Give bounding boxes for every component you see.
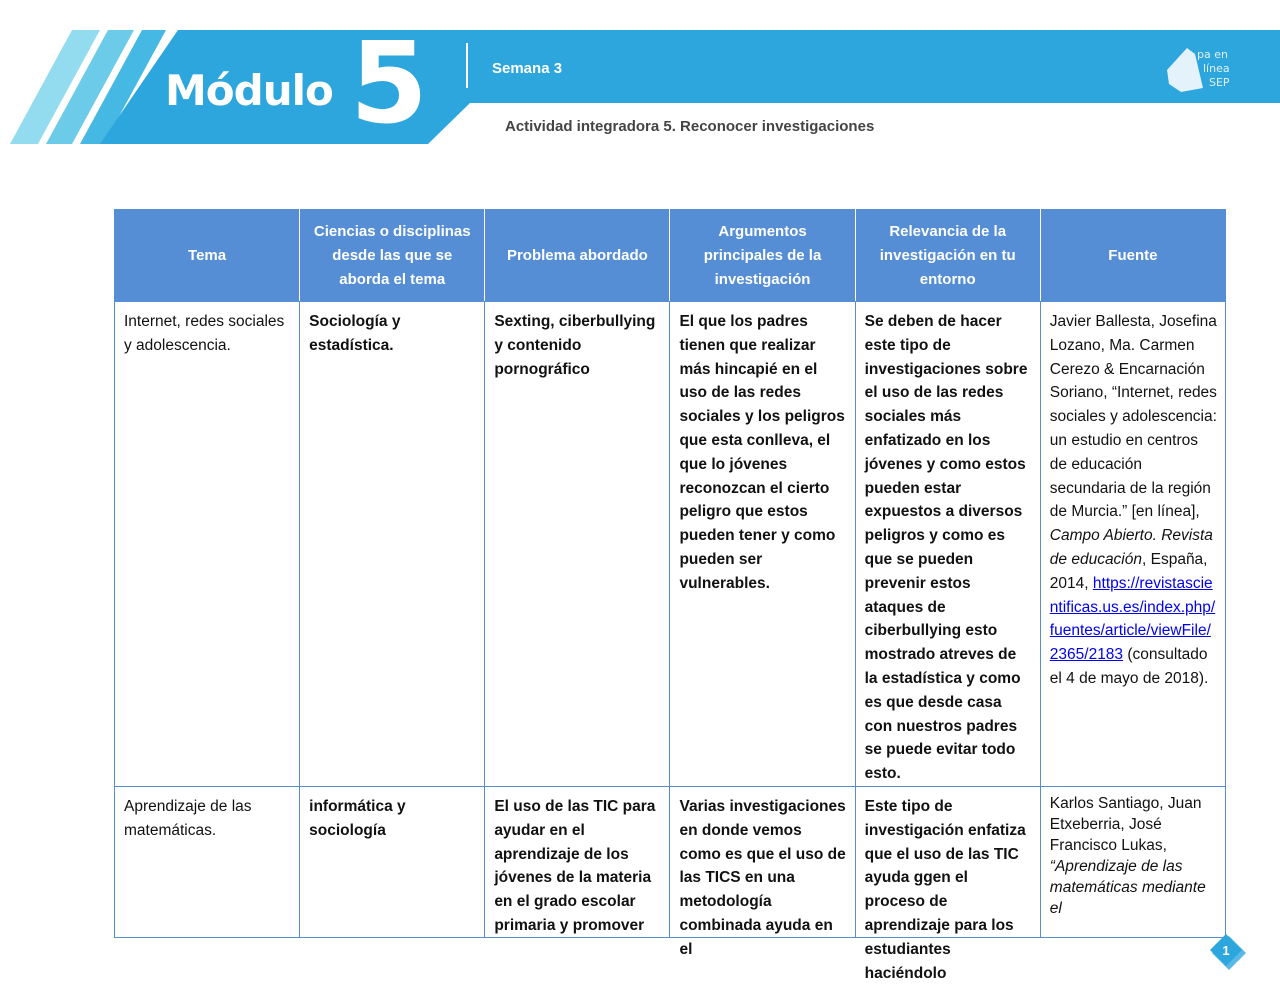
research-table: [114, 209, 1226, 982]
svg-text:pa en: pa en: [1197, 48, 1228, 61]
source-text: Karlos Santiago, Juan Etxeberria, José Francisco Lukas,: [1049, 794, 1202, 854]
module-number: 5: [350, 19, 428, 149]
header-tema: Tema: [115, 210, 300, 302]
module-title: Módulo: [165, 66, 333, 115]
cell-text: Aprendizaje de las matemáticas.: [124, 797, 252, 839]
svg-text:SEP: SEP: [1209, 76, 1230, 89]
cell-ciencias: [300, 786, 485, 937]
header-fuente: Fuente: [1040, 210, 1225, 302]
header-relevancia: Relevancia de la investigación en tu entorno: [855, 210, 1040, 302]
cell-text: El uso de las TIC para ayudar en el aprendizaje de los jóvenes de la materia en el grado escolar primaria y promover: [494, 797, 656, 934]
header-ciencias: Ciencias o disciplinas desde las que se aborda el tema: [300, 210, 485, 302]
source-text: Javier Ballesta, Josefina Lozano, Ma. Carmen Cerezo & Encarnación Soriano, “Internet, redes sociales y adolescencia: un estudio en centros de educación secundaria de la región de Murcia.” [en línea],: [1049, 313, 1217, 521]
cell-relevancia: [855, 786, 1040, 982]
cell-text: informática y sociología: [309, 797, 406, 839]
table-row: [115, 302, 1226, 787]
cell-text: Este tipo de investigación enfatiza que el uso de las TIC ayuda ggen el proceso de aprendizaje para los estudiantes haciéndolo: [864, 797, 1026, 982]
cell-ciencias: Sociología y estadística.: [300, 302, 485, 787]
cell-fuente: [1040, 786, 1225, 937]
source-link[interactable]: https://revistascientificas.us.es/index.php/fuentes/article/viewFile/2365/2183: [1049, 574, 1216, 664]
cell-tema: Internet, redes sociales y adolescencia.: [115, 302, 300, 787]
cell-text: Varias investigaciones en donde vemos como es que el uso de las TICS en una metodología combinada ayuda en el: [679, 797, 846, 958]
table-header-row: [115, 210, 1226, 302]
source-text: , España, 2014,: [1049, 550, 1208, 592]
activity-title: Actividad integradora 5. Reconocer investigaciones: [505, 118, 875, 135]
source-text: (consultado el 4 de mayo de 2018).: [1049, 646, 1209, 687]
table-row: [115, 786, 1226, 937]
cell-tema: [115, 786, 300, 937]
prepa-en-linea-logo: [1165, 44, 1235, 96]
header-argumentos: Argumentos principales de la investigación: [670, 210, 855, 302]
source-journal: “Aprendizaje de las matemáticas mediante el: [1049, 857, 1206, 917]
page-number: 1: [1222, 943, 1230, 958]
cell-fuente: [1040, 302, 1225, 787]
week-label: Semana 3: [492, 60, 563, 77]
page-number-badge: [1210, 934, 1242, 966]
svg-text:línea: línea: [1203, 62, 1230, 75]
cell-problema: Sexting, ciberbullying y contenido pornográfico: [485, 302, 670, 787]
cell-argumentos: El que los padres tienen que realizar más hincapié en el uso de las redes sociales y los peligros que esta conlleva, el que lo jóvenes reconozcan el cierto peligro que estos pueden tener y como pueden ser vulnerables.: [670, 302, 855, 787]
source-journal: Campo Abierto. Revista de educación: [1049, 527, 1213, 568]
cell-argumentos: [670, 786, 855, 958]
cell-relevancia: Se deben de hacer este tipo de investigaciones sobre el uso de las redes sociales más enfatizado en los jóvenes y como estos pueden estar expuestos a diversos peligros y como es que se pueden prevenir estos ataques de ciberbullying esto mostrado atreves de la estadística y como es que desde casa con nuestros padres se puede evitar todo esto.: [855, 302, 1040, 787]
header-problema: Problema abordado: [485, 210, 670, 302]
cell-problema: [485, 786, 670, 937]
